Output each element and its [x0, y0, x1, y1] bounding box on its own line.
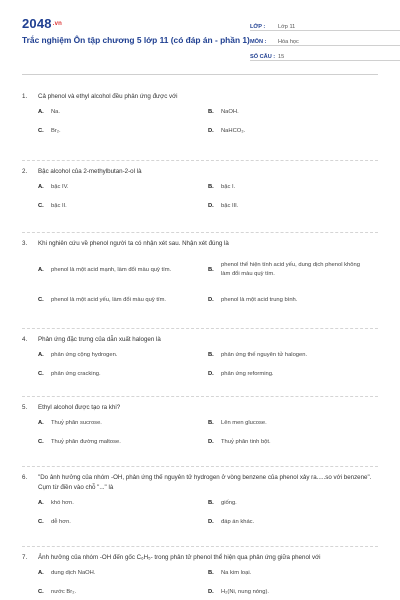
option-text: bậc II.: [51, 203, 67, 209]
option-text: H₂(Ni, nung nóng).: [221, 589, 270, 595]
option-text: Lên men glucose.: [221, 420, 267, 426]
option-grid: [38, 419, 378, 447]
question-number: 1.: [22, 93, 28, 100]
option-grid: [38, 108, 378, 136]
option-d[interactable]: [208, 202, 378, 211]
option-text: dung dịch NaOH.: [51, 570, 96, 576]
option-text: giống.: [221, 500, 237, 506]
option-letter: C.: [38, 296, 44, 303]
document-title: Trắc nghiệm Ôn tập chương 5 lớp 11 (có đáp án - phần 1): [22, 35, 250, 45]
option-letter: D.: [208, 203, 214, 209]
option-d[interactable]: [208, 370, 378, 379]
option-c[interactable]: [38, 518, 208, 527]
option-letter: B.: [208, 184, 214, 190]
question-number: 7.: [22, 554, 28, 561]
option-letter: D.: [208, 128, 214, 134]
option-b[interactable]: [208, 419, 378, 438]
option-letter: B.: [208, 420, 214, 426]
meta-label: SỐ CÂU :: [250, 54, 276, 60]
option-d[interactable]: [208, 518, 378, 527]
option-text: bậc III.: [221, 203, 239, 209]
option-text: phản ứng reforming.: [221, 371, 274, 377]
option-letter: A.: [38, 109, 44, 115]
option-text: Na kim loại.: [221, 570, 252, 576]
question-2: [22, 161, 378, 233]
option-text: bậc IV.: [51, 184, 69, 190]
option-letter: A.: [38, 184, 44, 190]
question-text: Cả phenol và ethyl alcohol đều phản ứng được với: [38, 93, 178, 100]
site-logo[interactable]: [22, 16, 62, 31]
option-letter: C.: [38, 371, 44, 377]
option-b[interactable]: [208, 108, 378, 127]
option-text: phản ứng thế nguyên tử halogen.: [221, 352, 308, 358]
option-letter: B.: [208, 570, 214, 576]
question-list: [22, 88, 378, 600]
option-text: Thuỷ phân tinh bột.: [221, 439, 271, 445]
option-grid: [38, 183, 378, 211]
option-text: Thuỷ phân đường maltose.: [51, 439, 121, 445]
option-letter: D.: [208, 519, 214, 525]
option-text: phenol là một acid mạnh, làm đổi màu quỳ tím.: [51, 266, 172, 273]
option-text: phenol là một acid yếu, làm đổi màu quỳ tím.: [51, 296, 167, 303]
option-a[interactable]: [38, 569, 208, 588]
meta-row-class: [250, 16, 400, 31]
option-text: NaHCO₃.: [221, 128, 246, 134]
header-divider: [22, 74, 378, 75]
option-b[interactable]: [208, 183, 378, 202]
option-letter: A.: [38, 352, 44, 358]
option-text: phản ứng cộng hydrogen.: [51, 352, 118, 358]
meta-value: 15: [278, 54, 285, 60]
question-3: [22, 233, 378, 329]
question-number: 6.: [22, 474, 28, 481]
option-letter: D.: [208, 371, 214, 377]
question-text: Phản ứng đặc trưng của dẫn xuất halogen là: [38, 336, 161, 343]
option-letter: B.: [208, 352, 214, 358]
question-text: Ethyl alcohol được tạo ra khi?: [38, 404, 121, 411]
option-letter: B.: [208, 500, 214, 506]
meta-info: [250, 16, 400, 61]
option-c[interactable]: [38, 202, 208, 211]
option-letter: C.: [38, 203, 44, 209]
meta-label: LỚP :: [250, 24, 266, 30]
option-d[interactable]: [208, 127, 378, 136]
option-text: phenol thể hiện tính acid yếu, dung dịch phenol không làm đổi màu quỳ tím.: [221, 262, 360, 277]
option-a[interactable]: [38, 419, 208, 438]
question-text: Bậc alcohol của 2-methylbutan-2-ol là: [38, 168, 142, 175]
option-letter: A.: [38, 420, 44, 426]
option-a[interactable]: [38, 183, 208, 202]
option-letter: C.: [38, 589, 44, 595]
meta-label: MÔN :: [250, 39, 267, 45]
question-number: 4.: [22, 336, 28, 343]
meta-row-subject: [250, 31, 400, 46]
logo-suffix: .vn: [52, 21, 63, 27]
option-c[interactable]: [38, 370, 208, 379]
meta-value: Hóa học: [278, 39, 299, 45]
option-b[interactable]: [208, 255, 378, 285]
option-letter: D.: [208, 589, 214, 595]
option-grid: [38, 255, 378, 315]
option-text: nước Br₂.: [51, 589, 77, 595]
option-c[interactable]: [38, 285, 208, 315]
logo-main: 2048: [22, 16, 52, 31]
question-text: Khi nghiên cứu về phenol người ta có nhận xét sau. Nhận xét đúng là: [38, 240, 229, 247]
option-c[interactable]: [38, 438, 208, 447]
option-letter: A.: [38, 500, 44, 506]
question-text: Ảnh hưởng của nhóm -OH đến gốc C₆H₅- trong phân tử phenol thể hiện qua phản ứng giữa phenol với: [38, 554, 321, 561]
option-letter: D.: [208, 296, 214, 303]
question-5: [22, 397, 378, 467]
option-d[interactable]: [208, 438, 378, 447]
question-number: 2.: [22, 168, 28, 175]
option-letter: C.: [38, 519, 44, 525]
option-text: Thuỷ phân sucrose.: [51, 420, 102, 426]
option-letter: C.: [38, 128, 44, 134]
option-text: Br₂.: [51, 128, 61, 134]
option-letter: A.: [38, 266, 44, 273]
option-a[interactable]: [38, 255, 208, 285]
meta-value: Lớp 11: [278, 24, 296, 30]
option-text: dễ hơn.: [51, 519, 71, 525]
question-number: 3.: [22, 240, 28, 247]
question-6: [22, 467, 378, 547]
option-text: khó hơn.: [51, 500, 74, 506]
option-grid: [38, 351, 378, 379]
option-c[interactable]: [38, 588, 208, 597]
option-letter: A.: [38, 570, 44, 576]
option-c[interactable]: [38, 127, 208, 136]
option-a[interactable]: [38, 351, 208, 370]
option-grid: [38, 569, 378, 597]
option-letter: B.: [208, 109, 214, 115]
option-letter: B.: [208, 266, 214, 273]
option-text: bậc I.: [221, 184, 236, 190]
header: [22, 14, 378, 66]
option-b[interactable]: [208, 569, 378, 588]
question-text: "Do ảnh hưởng của nhóm -OH, phản ứng thế nguyên tử hydrogen ở vòng benzene của phenol xảy ra.....so với benzene". Cụm từ điền vào chỗ "..." là: [38, 474, 372, 491]
option-letter: C.: [38, 439, 44, 445]
option-a[interactable]: [38, 108, 208, 127]
option-text: phản ứng cracking.: [51, 371, 101, 377]
option-text: NaOH.: [221, 109, 239, 115]
option-a[interactable]: [38, 499, 208, 518]
question-number: 5.: [22, 404, 28, 411]
question-1: [22, 88, 378, 161]
option-letter: D.: [208, 439, 214, 445]
question-7: [22, 547, 378, 600]
option-b[interactable]: [208, 351, 378, 370]
option-text: phenol là một acid trung bình.: [221, 296, 298, 303]
option-text: Na.: [51, 109, 61, 115]
question-4: [22, 329, 378, 397]
option-grid: [38, 499, 378, 527]
option-text: đáp án khác.: [221, 519, 255, 525]
option-d[interactable]: [208, 285, 378, 315]
option-b[interactable]: [208, 499, 378, 518]
meta-row-count: [250, 46, 400, 61]
option-d[interactable]: [208, 588, 378, 597]
